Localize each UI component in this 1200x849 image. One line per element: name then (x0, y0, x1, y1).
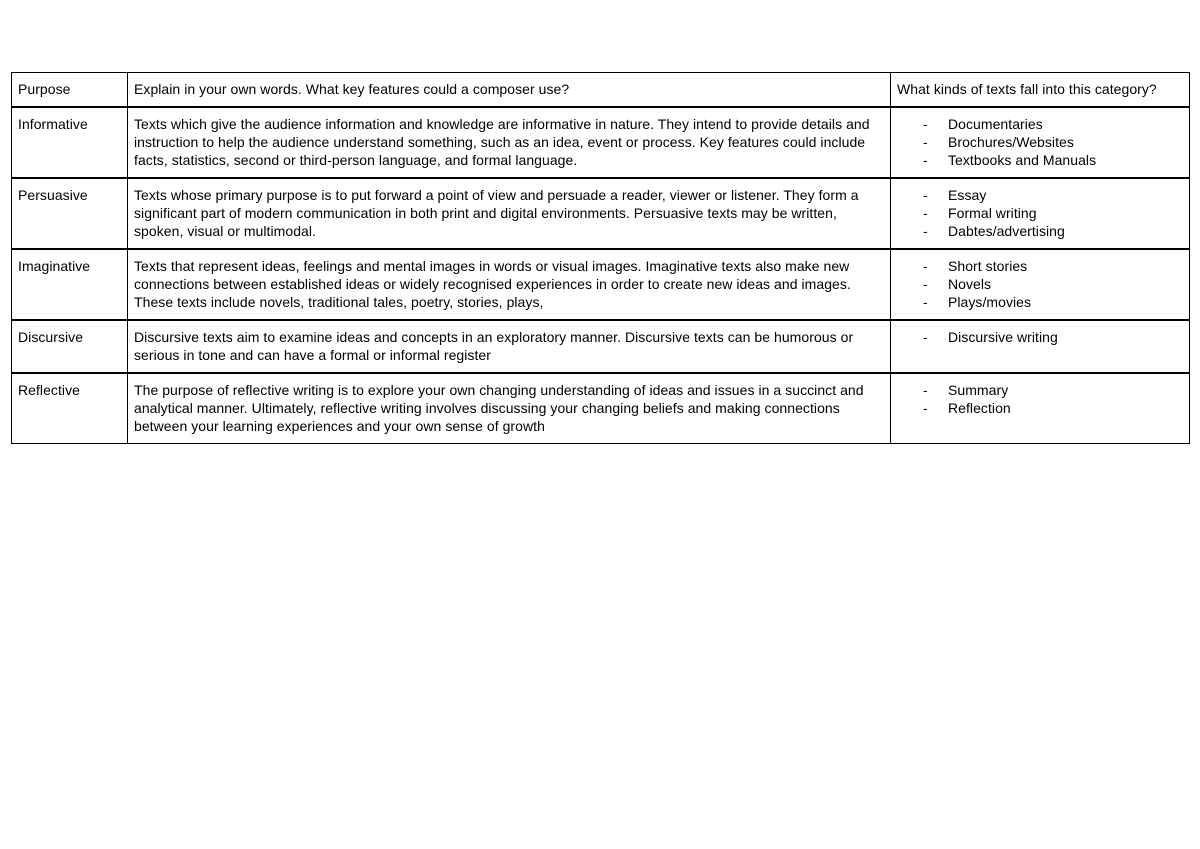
explanation-cell: The purpose of reflective writing is to explore your own changing understanding of ideas and issues in a succinct and analytical manner. Ultimately, reflective writing involves discussing your changing beliefs and making connections between your learning experiences and your own sense of growth (128, 373, 891, 444)
explanation-cell: Texts whose primary purpose is to put forward a point of view and persuade a reader, viewer or listener. They form a significant part of modern communication in both print and digital environments. Persuasive texts may be written, spoken, visual or multimodal. (128, 178, 891, 249)
list-item-label: Essay (948, 187, 987, 203)
explanation-cell: Discursive texts aim to examine ideas and concepts in an exploratory manner. Discursive texts can be humorous or serious in tone and can have a formal or informal register (128, 320, 891, 373)
purpose-cell: Reflective (12, 373, 128, 444)
list-item-label: Dabtes/advertising (948, 223, 1065, 239)
bullet-dash: - (923, 294, 928, 310)
list-item (897, 115, 1183, 133)
list-item-label: Textbooks and Manuals (948, 152, 1097, 168)
text-purpose-table (11, 72, 1190, 444)
bullet-dash: - (923, 152, 928, 168)
bullet-dash: - (923, 205, 928, 221)
header-kinds: What kinds of texts fall into this category? (891, 73, 1190, 108)
explanation-cell: Texts which give the audience information and knowledge are informative in nature. They intend to provide details and instruction to help the audience understand something, such as an idea, event or process. Key features could include facts, statistics, second or third-person language, and formal language. (128, 107, 891, 178)
list-item (897, 204, 1183, 222)
purpose-cell: Informative (12, 107, 128, 178)
examples-cell (891, 107, 1190, 178)
purpose-cell: Persuasive (12, 178, 128, 249)
list-item-label: Formal writing (948, 205, 1037, 221)
purpose-cell: Imaginative (12, 249, 128, 320)
bullet-dash: - (923, 382, 928, 398)
bullet-dash: - (923, 276, 928, 292)
bullet-dash: - (923, 116, 928, 132)
list-item-label: Summary (948, 382, 1009, 398)
bullet-dash: - (923, 258, 928, 274)
bullet-dash: - (923, 223, 928, 239)
list-item (897, 328, 1183, 346)
examples-cell (891, 249, 1190, 320)
list-item-label: Novels (948, 276, 992, 292)
list-item-label: Short stories (948, 258, 1028, 274)
examples-cell (891, 178, 1190, 249)
examples-list (897, 381, 1183, 417)
list-item (897, 399, 1183, 417)
table-row (12, 178, 1190, 249)
table-row (12, 107, 1190, 178)
header-explain: Explain in your own words. What key features could a composer use? (128, 73, 891, 108)
table-header-row (12, 73, 1190, 108)
bullet-dash: - (923, 329, 928, 345)
list-item-label: Documentaries (948, 116, 1043, 132)
examples-list (897, 115, 1183, 169)
purpose-cell: Discursive (12, 320, 128, 373)
list-item-label: Reflection (948, 400, 1011, 416)
list-item (897, 275, 1183, 293)
list-item (897, 133, 1183, 151)
list-item-label: Discursive writing (948, 329, 1058, 345)
list-item (897, 186, 1183, 204)
examples-list (897, 257, 1183, 311)
list-item (897, 151, 1183, 169)
bullet-dash: - (923, 134, 928, 150)
examples-list (897, 328, 1183, 346)
table-row (12, 373, 1190, 444)
list-item (897, 293, 1183, 311)
table-row (12, 320, 1190, 373)
list-item (897, 257, 1183, 275)
bullet-dash: - (923, 187, 928, 203)
list-item (897, 222, 1183, 240)
examples-cell (891, 320, 1190, 373)
header-purpose: Purpose (12, 73, 128, 108)
explanation-cell: Texts that represent ideas, feelings and mental images in words or visual images. Imaginative texts also make new connections between established ideas or widely recognised experiences in order to create new ideas and images. These texts include novels, traditional tales, poetry, stories, plays, (128, 249, 891, 320)
table-row (12, 249, 1190, 320)
examples-list (897, 186, 1183, 240)
list-item-label: Plays/movies (948, 294, 1032, 310)
bullet-dash: - (923, 400, 928, 416)
examples-cell (891, 373, 1190, 444)
list-item-label: Brochures/Websites (948, 134, 1074, 150)
list-item (897, 381, 1183, 399)
